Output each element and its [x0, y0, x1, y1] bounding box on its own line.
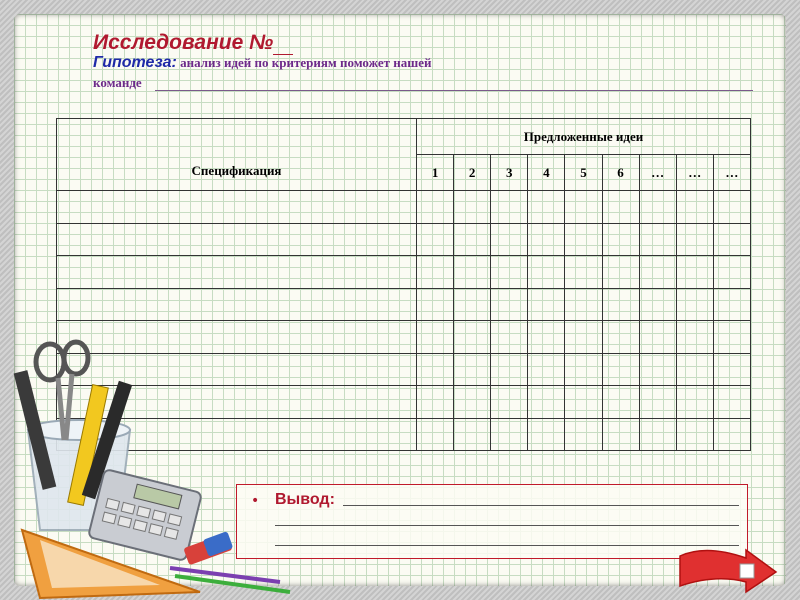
idea-cell[interactable]: [417, 223, 454, 256]
idea-cell[interactable]: [602, 256, 639, 289]
idea-cell[interactable]: [491, 191, 528, 224]
spec-cell[interactable]: [57, 288, 417, 321]
idea-cell[interactable]: [565, 288, 602, 321]
idea-cell[interactable]: [713, 191, 750, 224]
idea-number-cell: 4: [528, 155, 565, 191]
idea-number-cell: …: [676, 155, 713, 191]
table-header-row: [57, 119, 751, 155]
hypothesis-rule: [155, 90, 753, 91]
idea-cell[interactable]: [602, 223, 639, 256]
idea-cell[interactable]: [602, 386, 639, 419]
table-row: [57, 191, 751, 224]
idea-cell[interactable]: [528, 223, 565, 256]
stationery-illustration: [0, 330, 320, 600]
idea-cell[interactable]: [417, 191, 454, 224]
idea-cell[interactable]: [639, 418, 676, 451]
idea-cell[interactable]: [602, 418, 639, 451]
idea-cell[interactable]: [454, 288, 491, 321]
idea-cell[interactable]: [602, 321, 639, 354]
idea-cell[interactable]: [713, 223, 750, 256]
idea-cell[interactable]: [713, 386, 750, 419]
idea-cell[interactable]: [676, 191, 713, 224]
hypothesis-text: анализ идей по критериям поможет нашей: [176, 55, 432, 70]
bullet-icon: •: [251, 493, 260, 509]
idea-cell[interactable]: [454, 223, 491, 256]
idea-cell[interactable]: [417, 418, 454, 451]
hypothesis-text-line2: команде: [93, 75, 142, 90]
idea-cell[interactable]: [565, 386, 602, 419]
ideas-header: Предложенные идеи: [417, 119, 751, 155]
idea-cell[interactable]: [454, 256, 491, 289]
idea-cell[interactable]: [528, 353, 565, 386]
idea-number-cell: 5: [565, 155, 602, 191]
idea-cell[interactable]: [491, 353, 528, 386]
idea-number-cell: 6: [602, 155, 639, 191]
hypothesis-label: Гипотеза:: [93, 54, 177, 71]
table-row: [57, 256, 751, 289]
idea-number-cell: …: [639, 155, 676, 191]
idea-cell[interactable]: [528, 191, 565, 224]
idea-cell[interactable]: [491, 223, 528, 256]
idea-cell[interactable]: [639, 353, 676, 386]
idea-cell[interactable]: [676, 223, 713, 256]
idea-cell[interactable]: [565, 353, 602, 386]
idea-cell[interactable]: [528, 386, 565, 419]
idea-cell[interactable]: [417, 288, 454, 321]
idea-number-cell: …: [713, 155, 750, 191]
spec-header: Спецификация: [57, 119, 417, 191]
idea-cell[interactable]: [713, 353, 750, 386]
spec-cell[interactable]: [57, 256, 417, 289]
idea-cell[interactable]: [565, 418, 602, 451]
idea-cell[interactable]: [565, 321, 602, 354]
table-row: [57, 223, 751, 256]
spec-cell[interactable]: [57, 191, 417, 224]
idea-cell[interactable]: [602, 353, 639, 386]
idea-cell[interactable]: [491, 386, 528, 419]
next-arrow-icon[interactable]: [676, 548, 780, 594]
conclusion-line[interactable]: [275, 525, 739, 526]
idea-cell[interactable]: [454, 418, 491, 451]
idea-cell[interactable]: [528, 321, 565, 354]
idea-cell[interactable]: [491, 288, 528, 321]
idea-cell[interactable]: [528, 256, 565, 289]
idea-cell[interactable]: [528, 418, 565, 451]
idea-cell[interactable]: [454, 321, 491, 354]
idea-number-cell: 2: [454, 155, 491, 191]
idea-cell[interactable]: [639, 288, 676, 321]
idea-cell[interactable]: [713, 418, 750, 451]
table-row: [57, 288, 751, 321]
idea-cell[interactable]: [676, 288, 713, 321]
idea-cell[interactable]: [676, 321, 713, 354]
idea-cell[interactable]: [676, 256, 713, 289]
idea-cell[interactable]: [565, 191, 602, 224]
idea-cell[interactable]: [528, 288, 565, 321]
idea-cell[interactable]: [713, 288, 750, 321]
idea-cell[interactable]: [639, 321, 676, 354]
idea-cell[interactable]: [491, 418, 528, 451]
idea-cell[interactable]: [417, 321, 454, 354]
idea-cell[interactable]: [417, 353, 454, 386]
conclusion-line[interactable]: [275, 545, 739, 546]
conclusion-label: Вывод:: [275, 491, 335, 508]
idea-number-cell: 3: [491, 155, 528, 191]
idea-cell[interactable]: [676, 386, 713, 419]
idea-cell[interactable]: [639, 191, 676, 224]
idea-cell[interactable]: [676, 418, 713, 451]
idea-cell[interactable]: [602, 191, 639, 224]
idea-cell[interactable]: [491, 256, 528, 289]
idea-cell[interactable]: [454, 353, 491, 386]
idea-number-cell: 1: [417, 155, 454, 191]
idea-cell[interactable]: [639, 386, 676, 419]
research-title: [93, 31, 293, 55]
idea-cell[interactable]: [639, 223, 676, 256]
hypothesis: [93, 54, 763, 90]
idea-cell[interactable]: [565, 256, 602, 289]
research-number-blank: [273, 36, 293, 55]
research-title-text: Исследование №: [93, 31, 274, 54]
idea-cell[interactable]: [417, 256, 454, 289]
idea-cell[interactable]: [454, 191, 491, 224]
idea-cell[interactable]: [417, 386, 454, 419]
idea-cell[interactable]: [565, 223, 602, 256]
conclusion-line[interactable]: [343, 505, 739, 506]
idea-cell[interactable]: [602, 288, 639, 321]
spec-cell[interactable]: [57, 223, 417, 256]
idea-cell[interactable]: [713, 256, 750, 289]
idea-cell[interactable]: [713, 321, 750, 354]
idea-cell[interactable]: [639, 256, 676, 289]
idea-cell[interactable]: [454, 386, 491, 419]
idea-cell[interactable]: [491, 321, 528, 354]
idea-cell[interactable]: [676, 353, 713, 386]
